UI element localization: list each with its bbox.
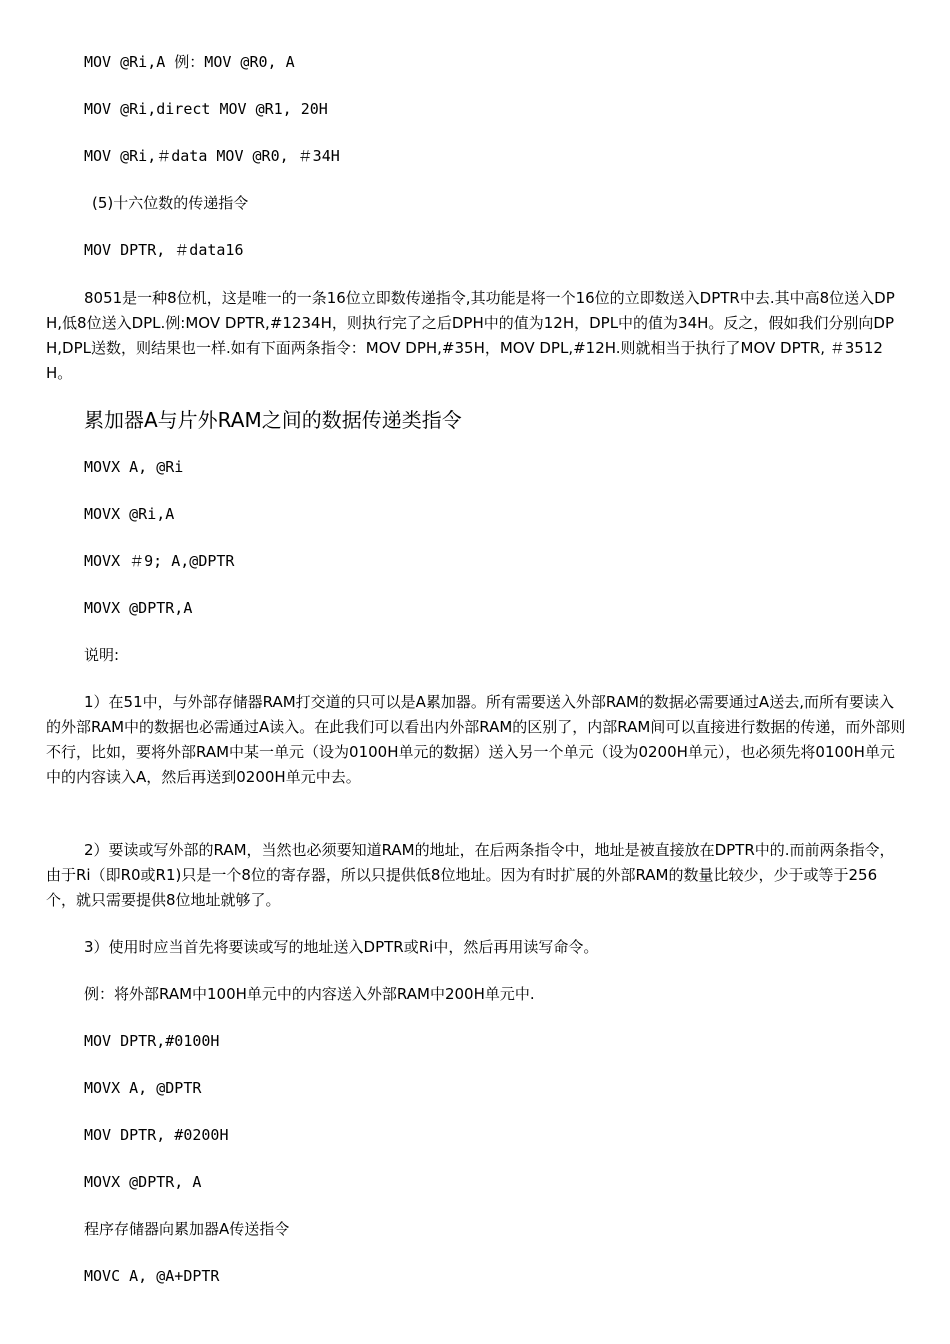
section-heading-movx: 累加器A与片外RAM之间的数据传递类指令	[84, 408, 462, 432]
movc-section-title: 程序存储器向累加器A传送指令	[84, 1220, 290, 1238]
code-line-movx-ri-a: MOVX @Ri,A	[84, 505, 175, 523]
code-line-mov-dptr-0200h: MOV DPTR, #0200H	[84, 1126, 229, 1144]
example-label: 例：将外部RAM中100H单元中的内容送入外部RAM中200H单元中.	[84, 985, 535, 1003]
code-line-mov-ri-direct: MOV @Ri,direct MOV @R1, 20H	[84, 100, 328, 118]
code-line-movx-a-ri: MOVX A, @Ri	[84, 458, 184, 476]
code-line-movx-a-dptr-example: MOVX A, @DPTR	[84, 1079, 202, 1097]
code-line-movx-dptr-a-example: MOVX @DPTR, A	[84, 1173, 202, 1191]
code-line-movx-a-dptr: MOVX ＃9; A,@DPTR	[84, 552, 235, 570]
code-line-mov-ri-data: MOV @Ri,＃data MOV @R0, ＃34H	[84, 147, 340, 165]
code-line-movx-dptr-a: MOVX @DPTR,A	[84, 599, 193, 617]
explain-label: 说明:	[84, 646, 120, 664]
paragraph-8051: 8051是一种8位机，这是唯一的一条16位立即数传递指令,其功能是将一个16位的立即数送入DPTR中去.其中高8位送入DPH,低8位送入DPL.例:MOV DPTR,#1234H，则执行完了之后DPH中的值为12H，DPL中的值为34H。反之，假如我们分别向DPH,DPL送数，则结果也一样.如有下面两条指令：MOV DPH,#35H，MOV DPL,#12H.则就相当于执行了MOV DPTR, ＃3512H。	[46, 289, 895, 382]
code-line-mov-ri-a: MOV @Ri,A 例：MOV @R0, A	[84, 53, 295, 71]
note-3-line: 3）使用时应当首先将要读或写的地址送入DPTR或Ri中，然后再用读写命令。	[84, 938, 599, 956]
note-1-paragraph: 1）在51中，与外部存储器RAM打交道的只可以是A累加器。所有需要送入外部RAM的数据必需要通过A送去,而所有要读入的外部RAM中的数据也必需通过A读入。在此我们可以看出内外部RAM的区别了，内部RAM间可以直接进行数据的传递，而外部则不行，比如，要将外部RAM中某一单元（设为0100H单元的数据）送入另一个单元（设为0200H单元），也必须先将0100H单元中的内容读入A，然后再送到0200H单元中去。	[46, 693, 906, 786]
code-line-movc: MOVC A, @A+DPTR	[84, 1267, 220, 1285]
note-2-paragraph: 2）要读或写外部的RAM，当然也必须要知道RAM的地址，在后两条指令中，地址是被直接放在DPTR中的.而前两条指令，由于Ri（即R0或R1)只是一个8位的寄存器，所以只提供低8位地址。因为有时扩展的外部RAM的数量比较少，少于或等于256个，就只需要提供8位地址就够了。	[46, 841, 895, 909]
code-line-mov-dptr-0100h: MOV DPTR,#0100H	[84, 1032, 220, 1050]
code-line-mov-dptr: MOV DPTR, ＃data16	[84, 241, 244, 259]
section-5-title: (5)十六位数的传递指令	[92, 194, 249, 212]
